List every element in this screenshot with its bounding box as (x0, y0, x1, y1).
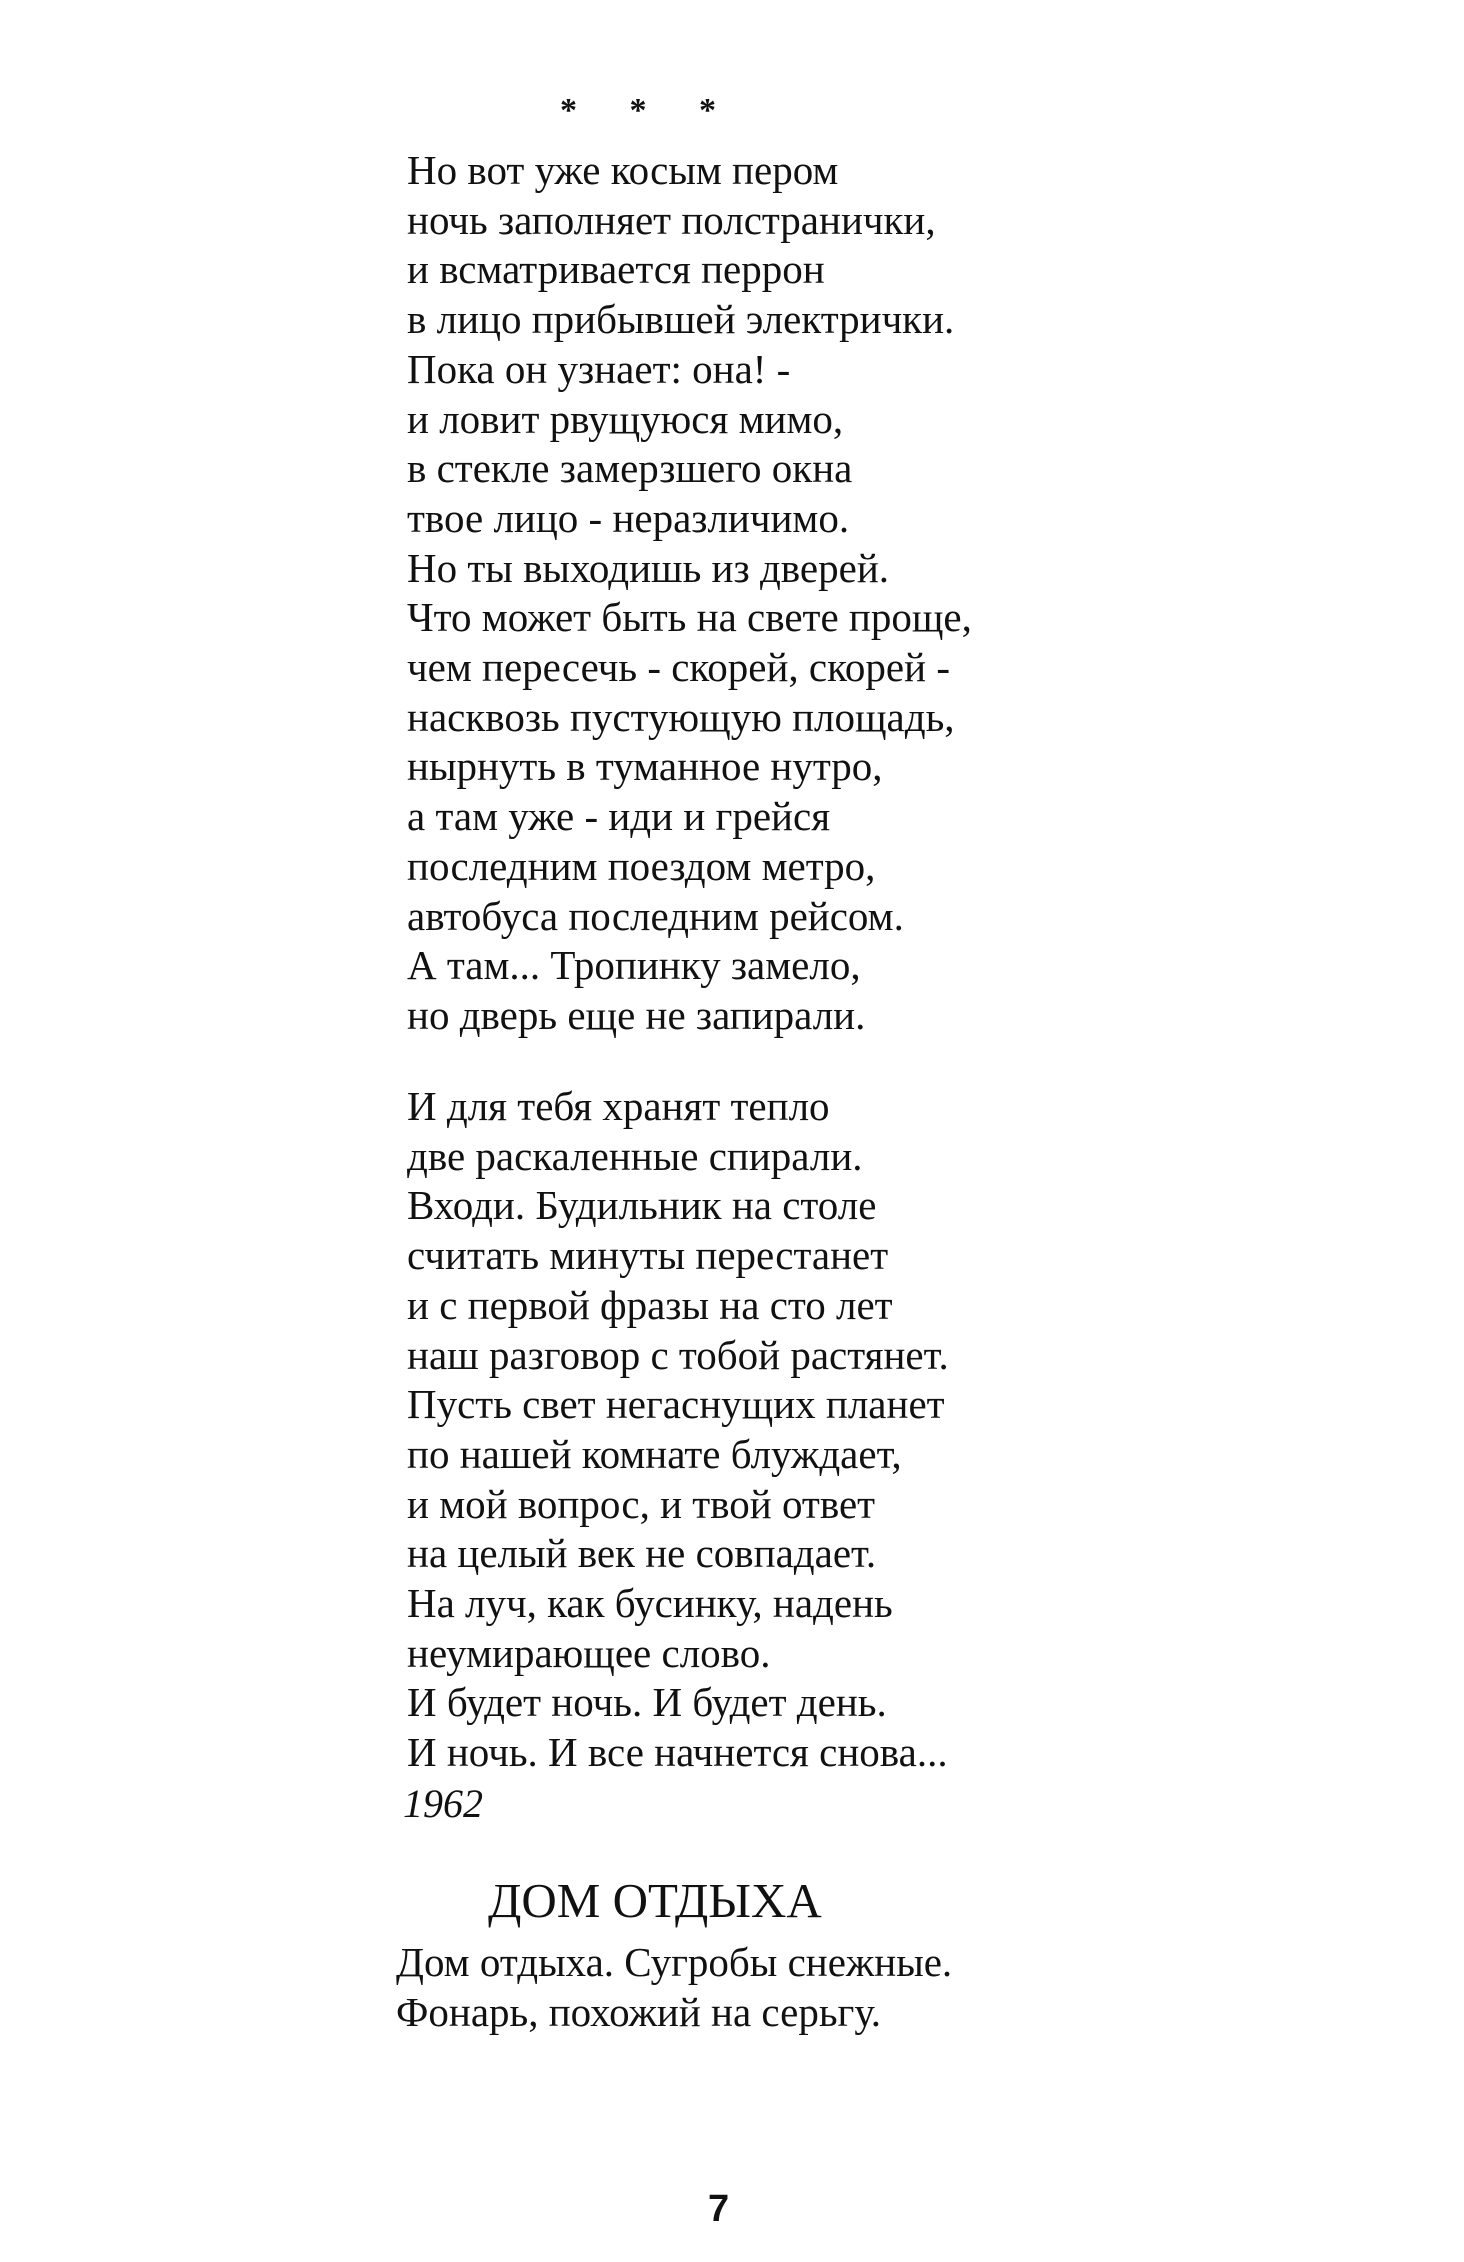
poem-line: но дверь еще не запирали. (407, 991, 866, 1038)
poem-line: чем пересечь - скорей, скорей - (407, 644, 950, 691)
poem-line: нырнуть в туманное нутро, (407, 743, 883, 790)
poem-line: Фонарь, похожий на серьгу. (396, 1988, 881, 2035)
poem-year: 1962 (403, 1781, 483, 1826)
poem-line: автобуса последним рейсом. (407, 892, 904, 939)
poem-line: Дом отдыха. Сугробы снежные. (396, 1939, 953, 1985)
poem-line: Что может быть на свете проще, (407, 594, 972, 641)
poem-line: Входи. Будильник на столе (407, 1182, 877, 1229)
poem-line: на целый век не совпадает. (407, 1530, 877, 1577)
poem-line: последним поездом метро, (407, 842, 876, 889)
poem-line: ночь заполняет полстранички, (407, 196, 936, 243)
poem-line: по нашей комнате блуждает, (407, 1430, 902, 1477)
poem-line: Но вот уже косым пером (407, 147, 839, 193)
poem-line: неумирающее слово. (407, 1629, 771, 1676)
section-separator: * * * (560, 92, 738, 129)
poem-line: в стекле замерзшего окна (407, 445, 853, 492)
poem-line: а там уже - иди и грейся (407, 793, 831, 840)
poem-line: и мой вопрос, и твой ответ (407, 1480, 876, 1527)
poem-line: И для тебя хранят тепло (407, 1083, 830, 1129)
poem-line: две раскаленные спирали. (407, 1132, 863, 1179)
poem-line: и с первой фразы на сто лет (407, 1281, 893, 1328)
poem-line: На луч, как бусинку, надень (407, 1580, 893, 1627)
poem-line: И будет ночь. И будет день. (407, 1679, 887, 1726)
poem-line: А там... Тропинку замело, (407, 942, 861, 989)
poem-line: в лицо прибывшей электрички. (407, 296, 955, 343)
poem-line: И ночь. И все начнется снова... (407, 1729, 948, 1776)
poem-line: твое лицо - неразличимо. (407, 494, 850, 541)
page-number: 7 (708, 2188, 730, 2230)
poem-line: наш разговор с тобой растянет. (407, 1331, 949, 1378)
poem-line: Но ты выходишь из дверей. (407, 544, 890, 591)
poem-stanza-2 (407, 1082, 1407, 1778)
next-poem-title: ДОМ ОТДЫХА (488, 1873, 822, 1928)
poem-line: насквозь пустующую площадь, (407, 693, 955, 740)
poem-line: и ловит рвущуюся мимо, (407, 395, 844, 442)
poem-line: Пусть свет негаснущих планет (407, 1381, 945, 1428)
poem-line: и всматривается перрон (407, 246, 825, 293)
poem-line: Пока он узнает: она! - (407, 345, 791, 392)
next-poem-stanza (396, 1938, 1396, 2037)
poem-stanza-1 (407, 146, 1407, 1041)
poem-line: считать минуты перестанет (407, 1232, 889, 1279)
